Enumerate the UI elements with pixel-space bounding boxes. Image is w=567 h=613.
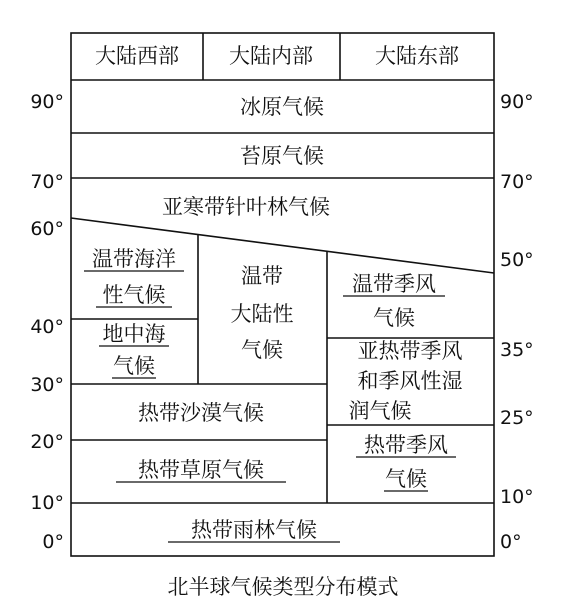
subtropical-monsoon-label-line3: 润气候 <box>348 399 412 423</box>
diagram-caption: 北半球气候类型分布模式 <box>167 575 399 599</box>
left-latitude-70: 70° <box>30 171 64 193</box>
tropical-desert-label: 热带沙漠气候 <box>138 401 264 425</box>
header-east-label: 大陆东部 <box>375 44 459 68</box>
left-latitude-60: 60° <box>30 218 64 240</box>
subarctic-climate-label: 亚寒带针叶林气候 <box>162 195 330 219</box>
temperate-maritime-label-line1: 温带海洋 <box>92 247 176 271</box>
tropical-monsoon-label-line2: 气候 <box>385 467 427 491</box>
temperate-continental-label-line2: 大陆性 <box>230 302 294 326</box>
header-interior-label: 大陆内部 <box>229 44 313 68</box>
ice-cap-climate-label: 冰原气候 <box>240 95 324 119</box>
right-latitude-10: 10° <box>500 486 534 508</box>
left-latitude-10: 10° <box>30 492 64 514</box>
temperate-continental-label-line1: 温带 <box>241 264 283 288</box>
header-west-label: 大陆西部 <box>95 44 179 68</box>
left-latitude-30: 30° <box>30 374 64 396</box>
subtropical-monsoon-label-line2: 和季风性湿 <box>357 369 463 393</box>
right-latitude-35: 35° <box>500 339 534 361</box>
tropical-rainforest-label: 热带雨林气候 <box>191 518 317 542</box>
temperate-continental-label-line3: 气候 <box>241 338 283 362</box>
right-latitude-25: 25° <box>500 407 534 429</box>
left-latitude-20: 20° <box>30 431 64 453</box>
right-latitude-70: 70° <box>500 171 534 193</box>
right-latitude-50: 50° <box>500 249 534 271</box>
temperate-monsoon-label-line1: 温带季风 <box>352 272 436 296</box>
mediterranean-label-line2: 气候 <box>113 354 155 378</box>
left-latitude-0: 0° <box>42 531 64 553</box>
temperate-monsoon-label-line2: 气候 <box>373 306 415 330</box>
left-latitude-40: 40° <box>30 316 64 338</box>
temperate-maritime-label-line2: 性气候 <box>102 283 166 307</box>
tropical-savanna-label: 热带草原气候 <box>138 458 264 482</box>
tundra-climate-label: 苔原气候 <box>240 144 324 168</box>
left-latitude-90: 90° <box>30 91 64 113</box>
tropical-monsoon-label-line1: 热带季风 <box>364 433 448 457</box>
right-latitude-0: 0° <box>500 531 522 553</box>
subtropical-monsoon-label-line1: 亚热带季风 <box>357 339 463 363</box>
right-latitude-90: 90° <box>500 91 534 113</box>
mediterranean-label-line1: 地中海 <box>102 322 166 346</box>
